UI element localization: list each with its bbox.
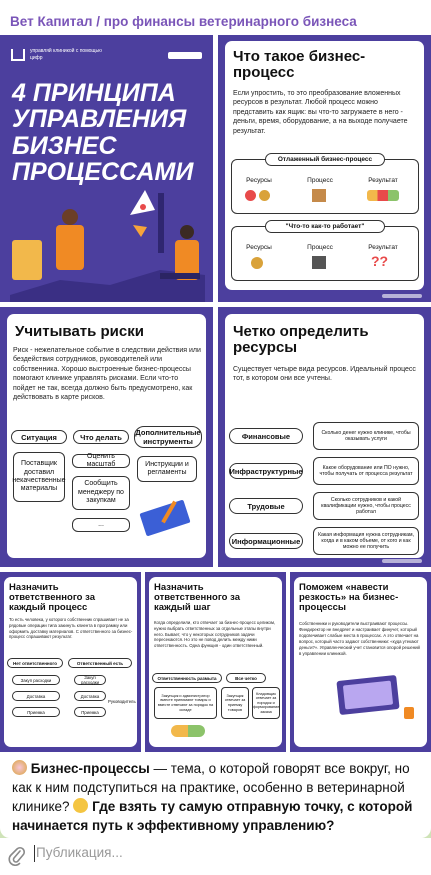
scroll-bar bbox=[382, 294, 422, 298]
what-is-process-image[interactable] bbox=[218, 35, 431, 302]
help-text: Собственники и руководители выстраивают процессы. Финдиректор не внедряет и настраивает финучет, который подсвечивает слабые места в процессах. А это отвечает на вопрос, который часто задают собственники: «куда утекают деньги?». Управленческий учет становится опорой решений в управлении клиникой. bbox=[299, 621, 420, 657]
resource-name: Инфраструктурные bbox=[229, 463, 303, 479]
rocket-illustration bbox=[0, 185, 213, 302]
resources-text: Существует четыре вида ресурсов. Идеальный процесс тот, в котором они все учтены. bbox=[233, 366, 416, 383]
risks-image[interactable] bbox=[0, 307, 213, 567]
channel-title[interactable]: Вет Капитал / про финансы ветеринарного бизнеса bbox=[10, 14, 357, 29]
resources-card bbox=[225, 314, 424, 558]
sparkle-emoji-icon bbox=[12, 760, 27, 775]
flow2-title: "Что-то как-то работает" bbox=[265, 220, 385, 233]
brand-logo-icon bbox=[11, 49, 25, 61]
cup-icon bbox=[404, 707, 414, 719]
owner-item: Доставка bbox=[12, 691, 60, 701]
owner-image[interactable] bbox=[0, 572, 141, 752]
scroll-bar bbox=[382, 559, 422, 563]
post-input[interactable]: Публикация... bbox=[36, 845, 123, 860]
message-text-1: — тема, о которой говорят все вокруг, но как к ним подступиться на практике, особенно в ветеринарной клинике? bbox=[12, 761, 410, 814]
message-bold-2: Где взять ту самую отправную точку, с которой начинается путь к эффективному управлению? bbox=[12, 799, 413, 833]
step-col2: Все четко bbox=[226, 673, 266, 683]
owner-manager: Руководитель bbox=[108, 699, 136, 704]
owner-col1: Нет ответственного bbox=[7, 658, 63, 668]
risks-situation: Поставщик доставил некачественные материалы bbox=[13, 452, 65, 502]
risks-col2: Что делать bbox=[73, 430, 129, 444]
message-bold-1: Бизнес-процессы bbox=[30, 761, 150, 776]
what-card bbox=[225, 41, 424, 290]
flow1 bbox=[231, 159, 419, 214]
brand-tagline: управляй клиникой с помощью цифр bbox=[30, 48, 102, 61]
flow2-resources: Ресурсы bbox=[246, 244, 272, 251]
owner-text: То есть человека, у которого собственник спрашивает не за рядовые операции типа закинуть клиента в программу или оформить доставку материалов. С ответственного за бизнес-процесс спрашивают результат. bbox=[9, 617, 133, 640]
box-icon bbox=[312, 189, 326, 202]
resource-name: Информационные bbox=[229, 533, 303, 549]
risks-title: Учитывать риски bbox=[15, 323, 144, 340]
flow2 bbox=[231, 226, 419, 281]
resource-name: Финансовые bbox=[229, 428, 303, 444]
step-box2: Закупщик отвечает за приемку товаров bbox=[221, 687, 249, 719]
money-bag-icon bbox=[259, 190, 270, 201]
step-box3: Кладовщик отвечает за порядок и формирование заказа bbox=[252, 687, 280, 719]
flow1-title: Отлаженный бизнес-процесс bbox=[265, 153, 385, 166]
step-box1: Закупщик и администратор вместе принимают товары и вместе отвечают за порядок на складе bbox=[154, 687, 217, 719]
help-title: Поможем «навести резкость» на бизнес-процессы bbox=[299, 582, 399, 613]
step-title: Назначить ответственного за каждый шаг bbox=[154, 582, 240, 613]
risks-tools: Инструкции и регламенты bbox=[137, 456, 197, 482]
help-card bbox=[294, 577, 427, 747]
owner-col2: Ответственный есть bbox=[68, 658, 132, 668]
risks-action2: Сообщить менеджеру по закупкам bbox=[72, 476, 130, 510]
risks-col3: Дополнительные инструменты bbox=[135, 428, 201, 446]
resource-desc: Сколько сотрудников и какой квалификации нужно, чтобы процесс работал bbox=[313, 492, 419, 520]
resource-desc: Какая информация нужна сотрудникам, когда и в каком объеме, от кого и как можно ее получить bbox=[313, 527, 419, 555]
cover-image[interactable] bbox=[0, 35, 213, 302]
arrow-icon bbox=[168, 52, 202, 59]
flow1-result: Результат bbox=[368, 177, 398, 184]
owner-title: Назначить ответственного за каждый процесс bbox=[9, 582, 95, 613]
flow1-process: Процесс bbox=[307, 177, 333, 184]
box-icon bbox=[312, 256, 326, 269]
risks-text: Риск - нежелательное событие в следствии действия или бездействия сотрудников, руководителей или собственника. Хорошо выстроенные бизнес-процессы помогают клинике управлять рисками. Если что-то пойдет не так, всегда должно быть предусмотрено, как действовать в карте рисков. bbox=[13, 347, 201, 402]
owner-card bbox=[4, 577, 137, 747]
message-text bbox=[12, 759, 417, 835]
owner-item: Закуп расходки bbox=[12, 675, 60, 685]
owner-item: Доставка bbox=[74, 691, 106, 701]
capsule-illustration bbox=[171, 725, 205, 737]
cover-title: 4 ПРИНЦИПА УПРАВЛЕНИЯ БИЗНЕС ПРОЦЕССАМИ bbox=[12, 79, 194, 186]
what-title: Что такое бизнес-процесс bbox=[233, 48, 366, 81]
owner-item: Приемка bbox=[12, 707, 60, 717]
flow2-process: Процесс bbox=[307, 244, 333, 251]
laptop-screen-icon bbox=[343, 681, 393, 710]
risks-action1: Оценить масштаб bbox=[72, 454, 130, 468]
resources-image[interactable] bbox=[218, 307, 431, 567]
result-icons bbox=[367, 190, 399, 201]
thinking-emoji-icon bbox=[73, 798, 88, 813]
clock-icon bbox=[245, 190, 256, 201]
step-text: Когда определили, кто отвечает за бизнес-процесс целиком, нужно выбрать ответственных за отдельные этапы внутри него. Бывает, что у некоторых сотрудников задачи пересекаются. Но это не повод делить между ними ответственность. Одна функция - один ответственный. bbox=[154, 620, 276, 649]
risks-card bbox=[7, 314, 206, 558]
text-cursor bbox=[34, 845, 35, 862]
flow1-resources: Ресурсы bbox=[246, 177, 272, 184]
question-icon: ?? bbox=[371, 253, 389, 269]
owner-item: Приемка bbox=[74, 707, 106, 717]
resource-name: Трудовые bbox=[229, 498, 303, 514]
resources-title: Четко определить ресурсы bbox=[233, 323, 369, 356]
step-col1: Ответственность размыта bbox=[152, 673, 222, 683]
step-image[interactable] bbox=[145, 572, 286, 752]
risks-action3: ... bbox=[72, 518, 130, 532]
owner-item: Закуп расходки bbox=[74, 675, 106, 685]
image-album[interactable] bbox=[0, 35, 431, 752]
resource-desc: Сколько денег нужно клинике, чтобы оказывать услуги bbox=[313, 422, 419, 450]
money-bag-icon bbox=[251, 257, 263, 269]
step-card bbox=[149, 577, 282, 747]
resource-desc: Какое оборудование или ПО нужно, чтобы получать от процесса результат bbox=[313, 457, 419, 485]
paperclip-icon[interactable] bbox=[8, 846, 26, 866]
flow2-result: Результат bbox=[368, 244, 398, 251]
help-image[interactable] bbox=[290, 572, 431, 752]
what-text: Если упростить, то это преобразование вложенных ресурсов в результат. Любой процесс можно представить как ящик: вы что-то загружаете в него - деньги, время, оборудование, а на выходе получаете результат. bbox=[233, 90, 408, 135]
risks-col1: Ситуация bbox=[11, 430, 67, 444]
